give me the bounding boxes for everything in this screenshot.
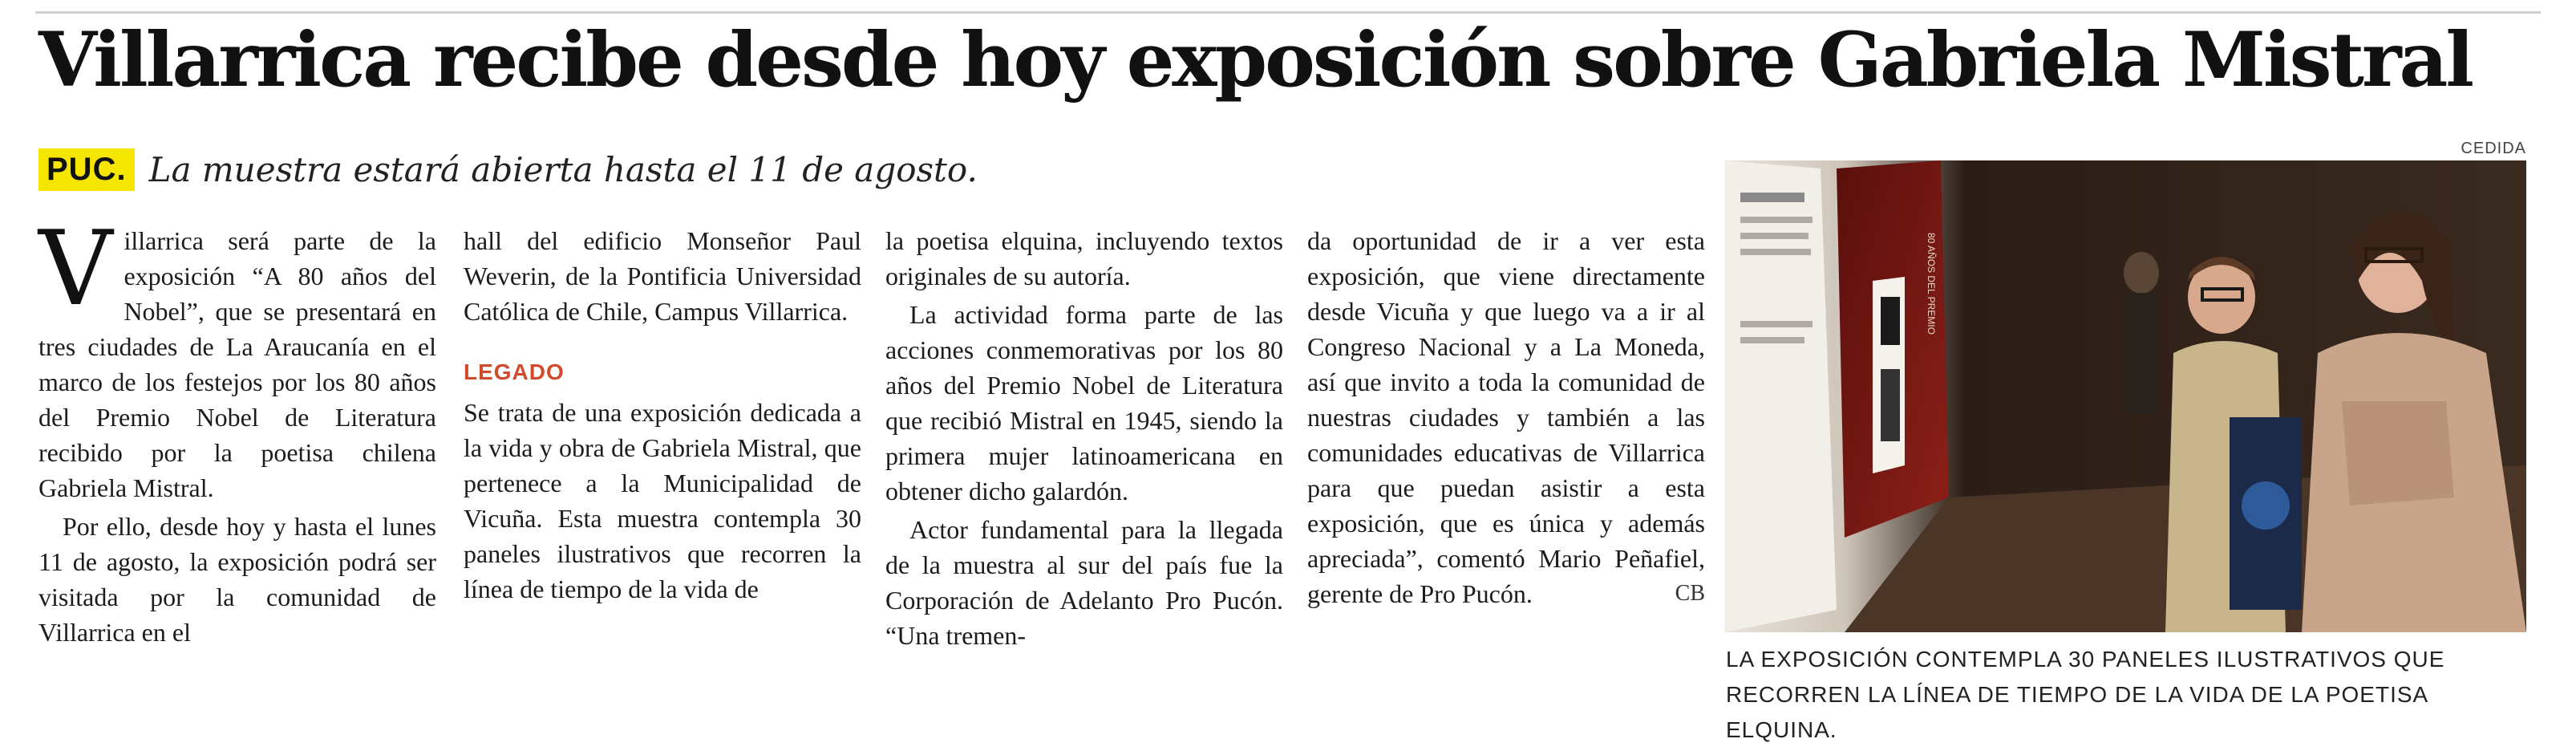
paragraph: Por ello, desde hoy y hasta el lunes 11 de agosto, la exposición podrá ser visitada por la comunidad de Villarrica en el: [38, 512, 436, 647]
drop-cap: V: [38, 209, 113, 329]
paragraph-text: da oportunidad de ir a ver esta exposición, que viene directamente desde Vicuña y que luego va a ir al Congreso Nacional y a La Moneda, así que invito a toda la comunidad de nuestras ciudades y también a las comunidades educativas de Villarrica para que puedan asistir a esta exposición, que es única y además apreciada”, comentó Mario Peñafiel, gerente de Pro Pucón.: [1307, 226, 1705, 608]
article-photo: [1724, 160, 2526, 632]
section-tag: PUC.: [38, 148, 135, 191]
panel-text: 80 AÑOS DEL PREMIO: [1926, 233, 1937, 335]
article-column-2: [464, 223, 861, 737]
photo-credit: CEDIDA: [2461, 140, 2526, 157]
paragraph-text: illarrica será parte de la exposición “A 80 años del Nobel”, que se presentará en tres ciudades de La Araucanía en el marco de los festejos por los 80 años del Premio Nobel de Literatura recibido por la poetisa chilena Gabriela Mistral.: [38, 226, 436, 502]
subheadline-row: [38, 141, 978, 197]
top-rule: [35, 11, 2541, 14]
paragraph: la poetisa elquina, incluyendo textos originales de su autoría.: [885, 226, 1283, 290]
photo-caption: LA EXPOSICIÓN CONTEMPLA 30 PANELES ILUSTRATIVOS QUE RECORREN LA LÍNEA DE TIEMPO DE LA VIDA DE LA POETISA ELQUINA.: [1726, 647, 2445, 742]
article-column-1: [38, 209, 436, 737]
headline: Villarrica recibe desde hoy exposición sobre Gabriela Mistral: [38, 16, 2473, 104]
paragraph: La actividad forma parte de las acciones conmemorativas por los 80 años del Premio Nobel de Literatura que recibió Mistral en 1945, siendo la primera mujer latinoamericana en obtener dicho galardón.: [885, 300, 1283, 505]
end-mark: CB: [1675, 581, 1705, 606]
paragraph: hall del edificio Monseñor Paul Weverin, de la Pontificia Universidad Católica de Chile, Campus Villarrica.: [464, 226, 861, 326]
article-column-4: [1307, 223, 1705, 737]
subheadline: La muestra estará abierta hasta el 11 de agosto.: [148, 149, 978, 189]
paragraph: Se trata de una exposición dedicada a la vida y obra de Gabriela Mistral, que pertenece a la Municipalidad de Vicuña. Esta muestra contempla 30 paneles ilustrativos que recorren la línea de tiempo de la vida de: [464, 398, 861, 603]
paragraph: Actor fundamental para la llegada de la muestra al sur del país fue la Corporación de Adelanto Pro Pucón. “Una tremen-: [885, 515, 1283, 650]
paragraph: [1307, 223, 1705, 611]
section-heading: LEGADO: [464, 359, 565, 384]
paragraph: [38, 209, 436, 505]
exhibition-photo-illustration: [1724, 160, 2526, 632]
article-column-3: [885, 223, 1283, 737]
